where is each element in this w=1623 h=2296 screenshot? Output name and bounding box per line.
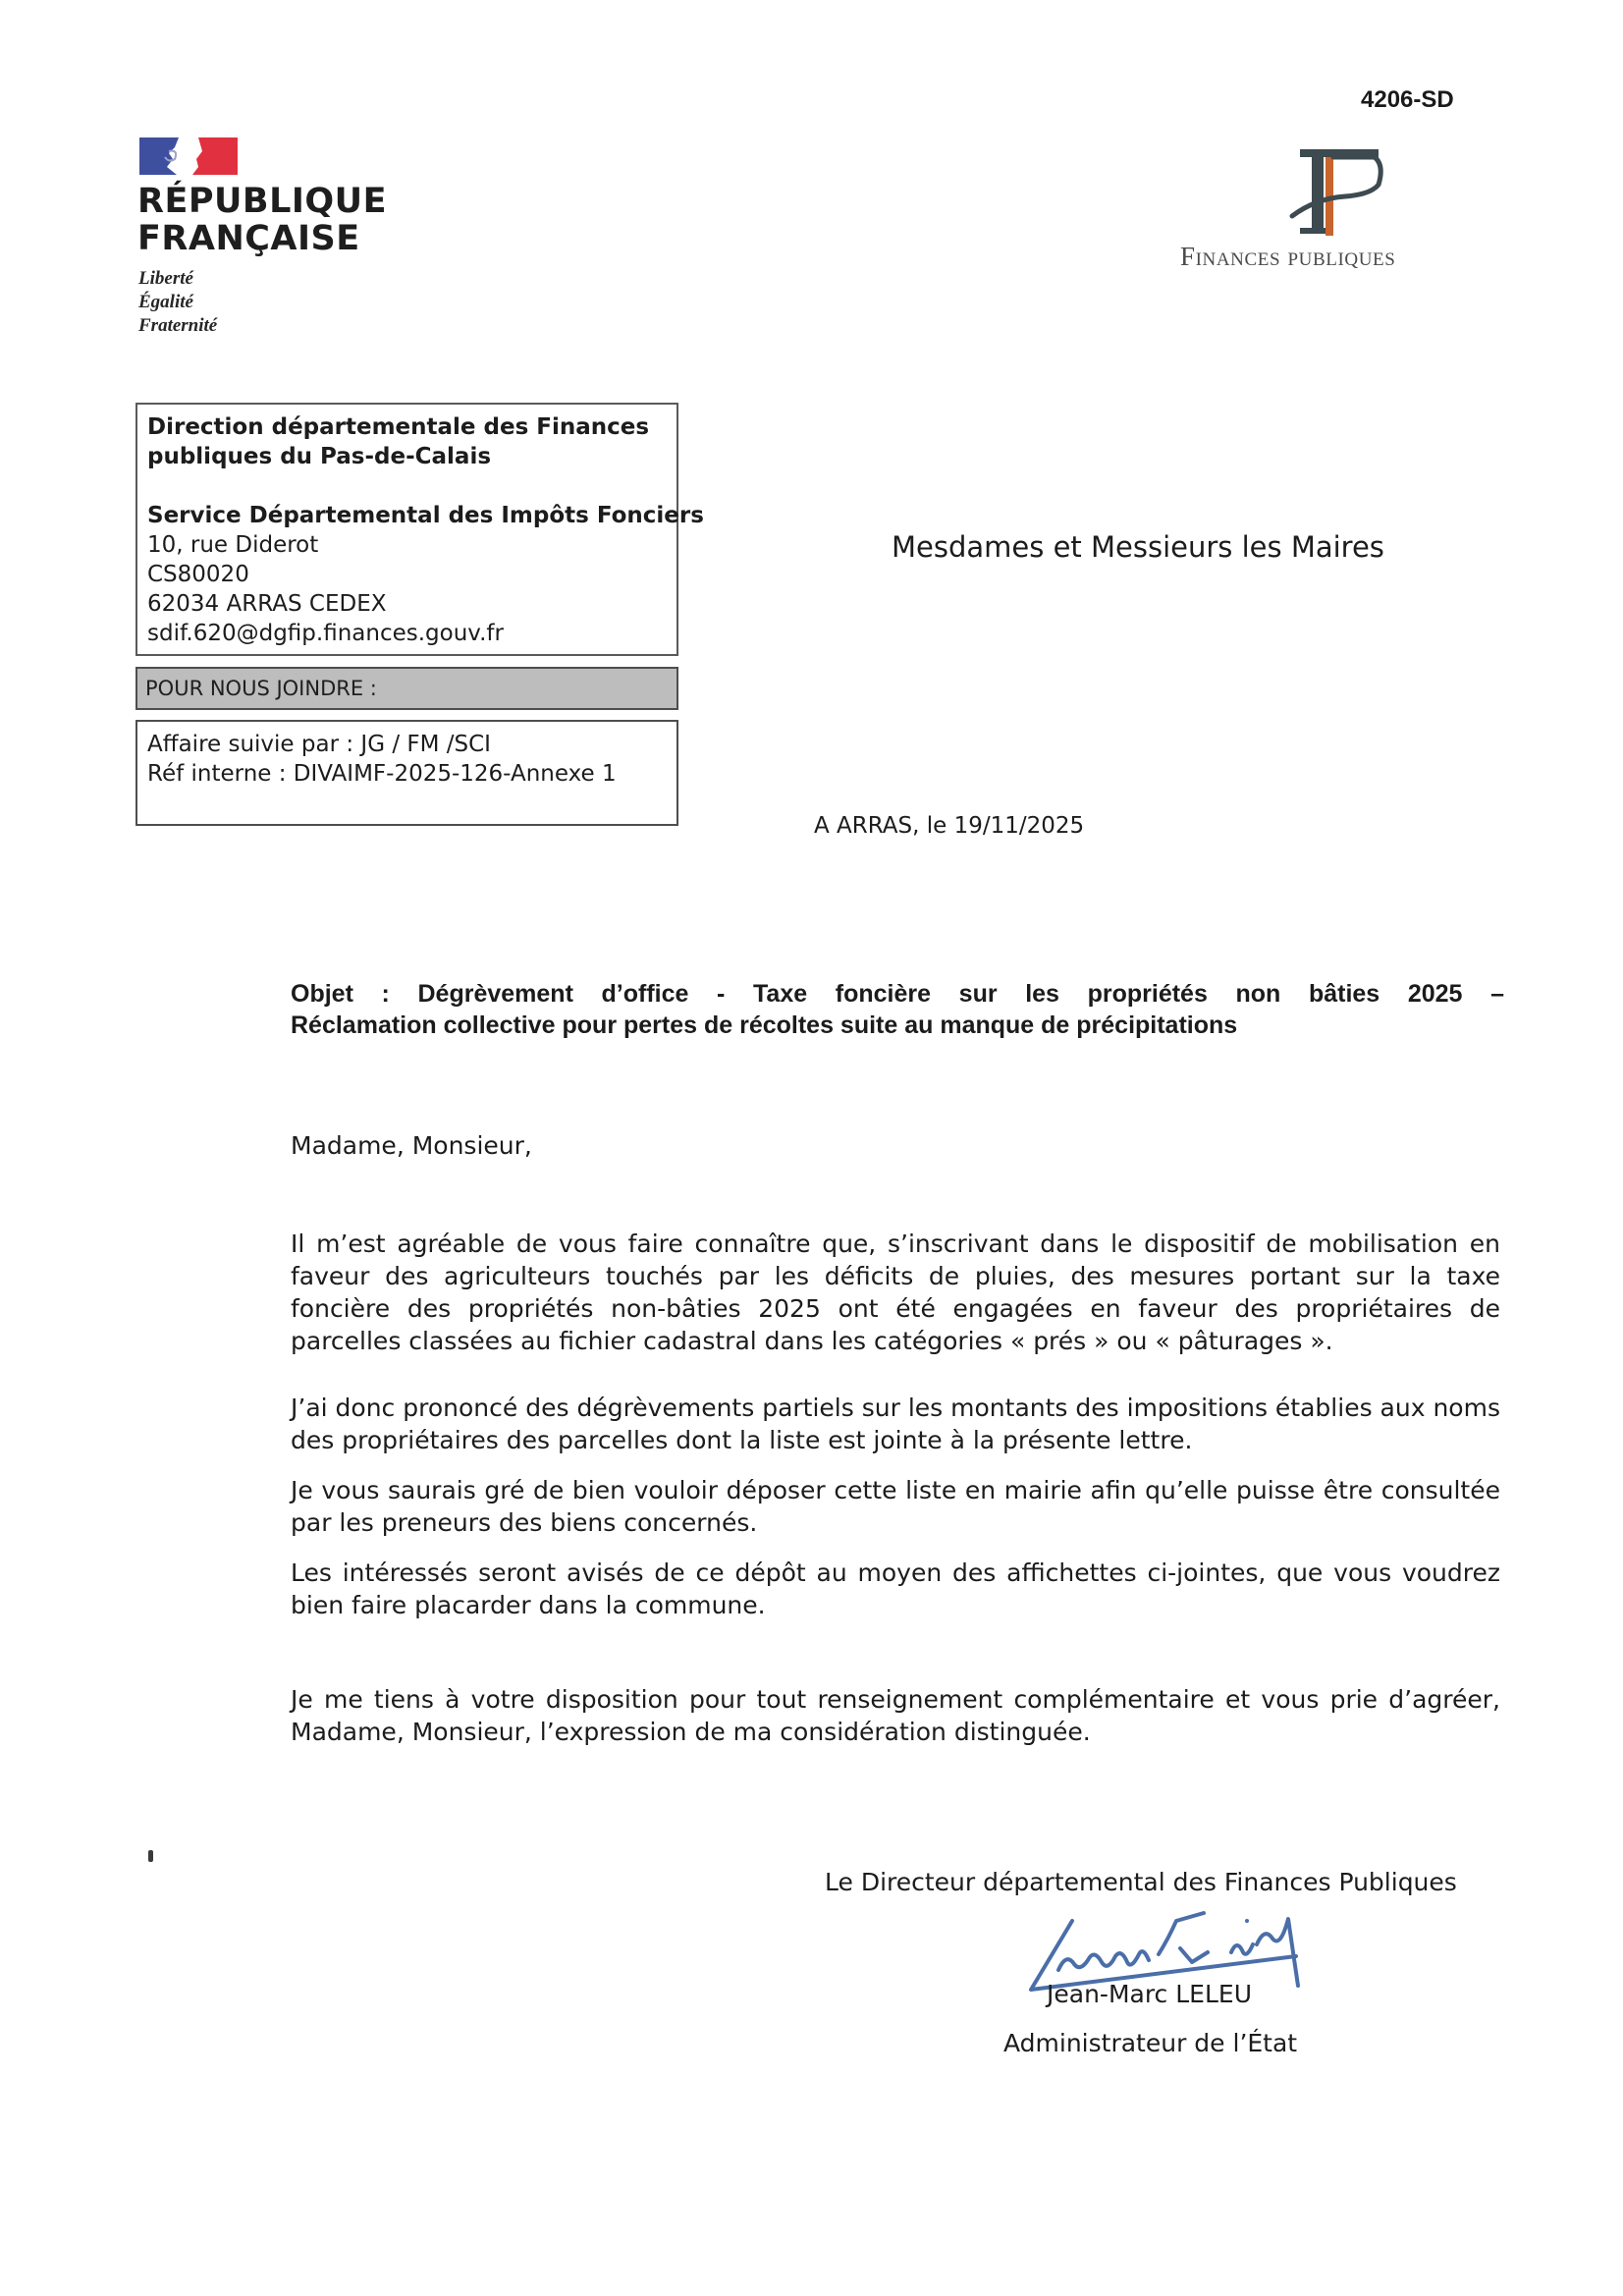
republique-francaise-wordmark — [137, 183, 387, 257]
sender-email: sdif.620@dgfip.finances.gouv.fr — [147, 621, 504, 646]
sender-address-box — [135, 403, 704, 656]
motto-fraternite: Fraternité — [138, 315, 218, 336]
letter-subject — [291, 978, 1504, 1041]
addressee: Mesdames et Messieurs les Maires — [892, 530, 1384, 564]
republique-line: RÉPUBLIQUE — [137, 182, 388, 221]
street-address: 10, rue Diderot — [147, 532, 319, 558]
form-code: 4206-SD — [1361, 86, 1454, 113]
direction-line-2: publiques du Pas-de-Calais — [147, 444, 492, 469]
closing-paragraph: Je me tiens à votre disposition pour tout renseignement complémentaire et vous prie d’agréer, Madame, Monsieur, l’expression de ma considération distinguée. — [291, 1685, 1500, 1746]
salutation: Madame, Monsieur, — [291, 1131, 532, 1160]
motto-liberte: Liberté — [138, 268, 193, 289]
service-name: Service Départemental des Impôts Fonciers — [147, 503, 704, 528]
postal-city: 62034 ARRAS CEDEX — [147, 591, 387, 617]
place-and-date: A ARRAS, le 19/11/2025 — [814, 813, 1085, 839]
body-paragraph-1: Il m’est agréable de vous faire connaître que, s’inscrivant dans le dispositif de mobilisation en faveur des agriculteurs touchés par les déficits de pluies, des mesures portant sur la taxe foncière des propriétés non-bâties 2025 ont été engagées en faveur des propriétaires de parcelles classées au fichier cadastral dans les catégories « prés » ou « pâturages ». — [291, 1230, 1500, 1355]
republic-motto — [138, 267, 217, 338]
contact-header-bar: POUR NOUS JOINDRE : — [135, 667, 678, 710]
finances-publiques-wordmark: Finances publiques — [1180, 242, 1396, 271]
signatory-role: Administrateur de l’État — [1003, 2029, 1298, 2057]
subject-line-2: Réclamation collective pour pertes de récoltes suite au manque de précipitations — [291, 1011, 1238, 1039]
signatory-name: Jean-Marc LELEU — [1047, 1980, 1252, 2008]
body-paragraph-4: Les intéressés seront avisés de ce dépôt au moyen des affichettes ci-jointes, que vous voudrez bien faire placarder dans la commune. — [291, 1558, 1500, 1619]
scan-artifact-mark — [148, 1850, 153, 1862]
signatory-title: Le Directeur départemental des Finances Publiques — [825, 1868, 1457, 1896]
finances-publiques-monogram-icon — [1286, 145, 1404, 242]
subject-line-1: Objet : Dégrèvement d’office - Taxe foncière sur les propriétés non bâties 2025 – — [291, 980, 1504, 1008]
case-followed-by: Affaire suivie par : JG / FM /SCI — [147, 732, 491, 757]
reference-box — [135, 720, 678, 826]
cs-number: CS80020 — [147, 562, 249, 587]
internal-reference: Réf interne : DIVAIMF-2025-126-Annexe 1 — [147, 761, 617, 787]
french-flag-logo-icon — [139, 137, 238, 175]
body-paragraph-2: J’ai donc prononcé des dégrèvements partiels sur les montants des impositions établies aux noms des propriétaires des parcelles dont la liste est jointe à la présente lettre. — [291, 1394, 1500, 1454]
motto-egalite: Égalité — [138, 292, 193, 312]
direction-line-1: Direction départementale des Finances — [147, 414, 650, 440]
body-paragraph-3: Je vous saurais gré de bien vouloir déposer cette liste en mairie afin qu’elle puisse être consultée par les preneurs des biens concernés. — [291, 1476, 1500, 1537]
francaise-line: FRANÇAISE — [137, 219, 360, 258]
